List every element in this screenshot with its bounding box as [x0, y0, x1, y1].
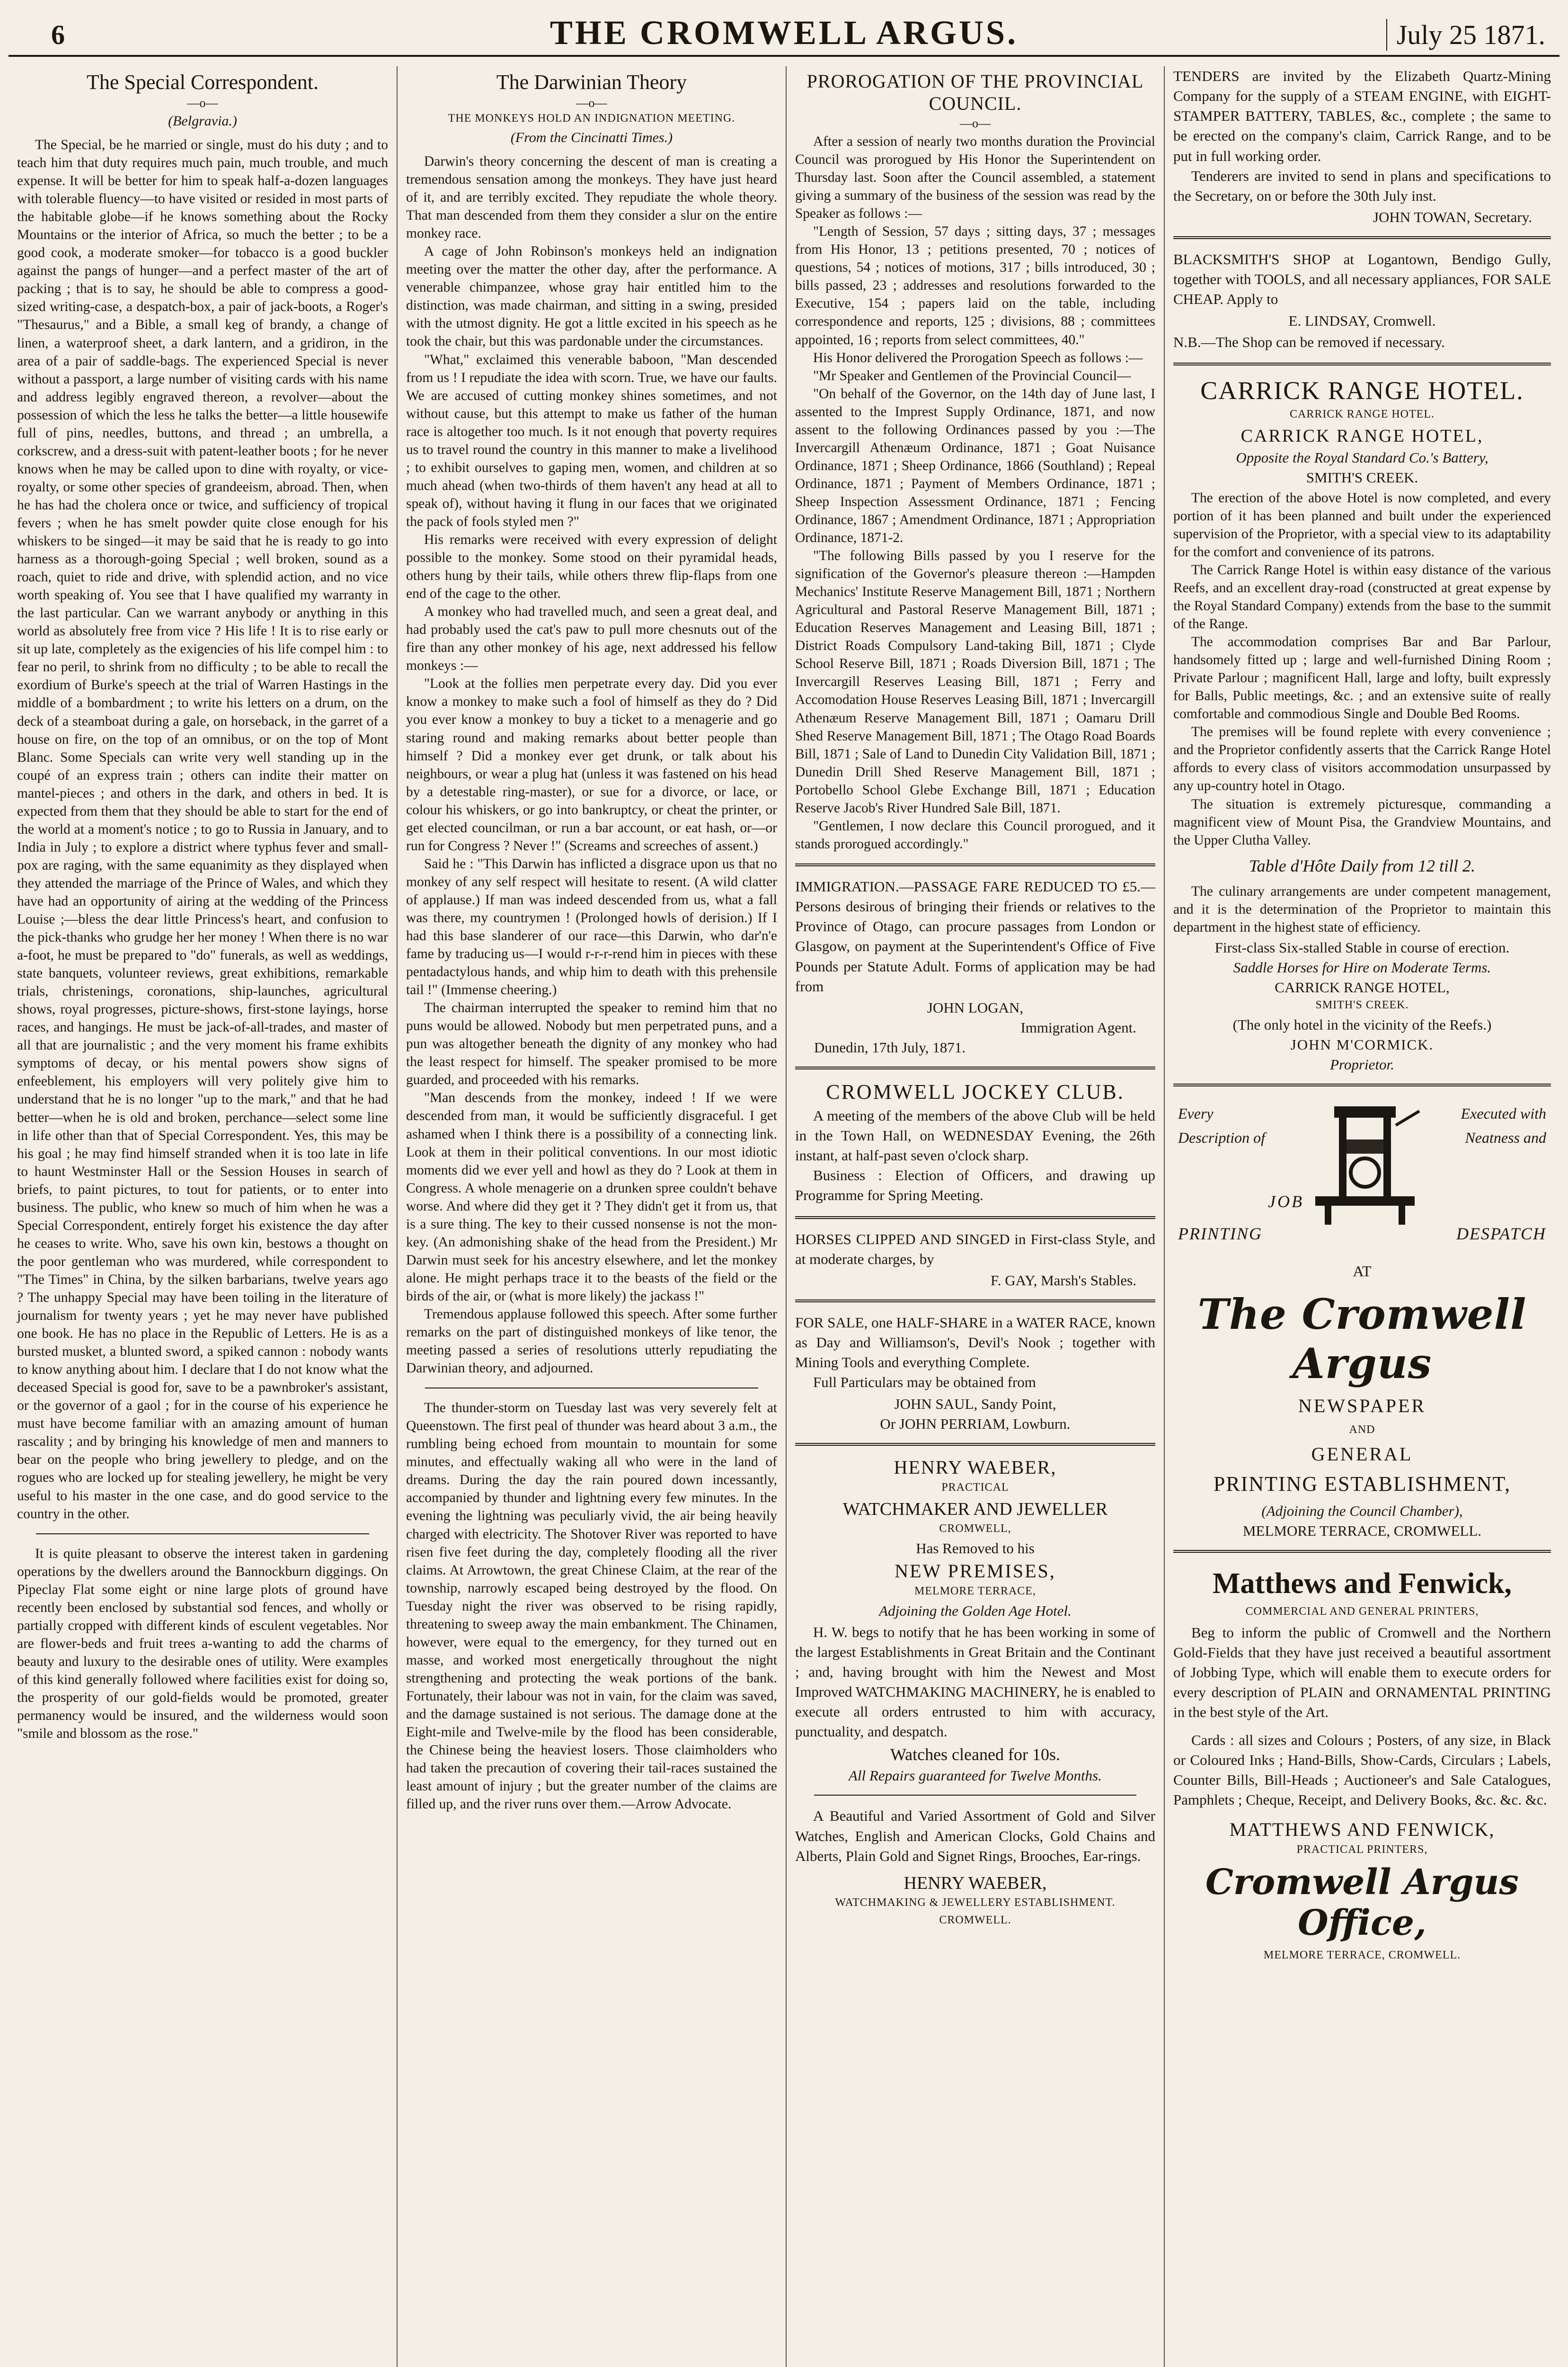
hotel-owner-title: Proprietor. [1330, 1056, 1394, 1073]
matthews-sub: COMMERCIAL AND GENERAL PRINTERS, [1245, 1605, 1479, 1618]
divider: —o— [187, 96, 218, 110]
paragraph: "Look at the follies men perpetrate every day. Did you ever know a monkey to make such a fool of himself as they do ? Did you ever know a monkey to buy a ticket to a menagerie and go staring round and making remarks about better people than himself ? Did a monkey ever get drunk, or talk about his neighbours, or wear a plug hat (unless it was fastened on his head by a detestable ring-master), or sue for a divorce, or lace, or colour his whiskers, or go into bankruptcy, or cheat the printer, or get elected councilman, or run a bar account, or eat hash, or—or run for Congress ? Never !" (Screams and screeches of assent.) [406, 676, 777, 854]
printing-ad [1173, 1097, 1551, 1539]
divider-rule [795, 1216, 1155, 1219]
paragraph: Tremendous applause followed this speech. After some further remarks on the part of distinguished monkeys of like tenor, the meeting passed a series of resolutions utterly repudiating the Darwinian theory, and adjourned. [406, 1307, 777, 1376]
article-heading: PROROGATION OF THE PROVINCIAL COUNCIL. [806, 71, 1144, 114]
ad-signer: F. GAY, Marsh's Stables. [991, 1272, 1136, 1289]
divider-rule [795, 863, 1155, 866]
jockey-club-ad [795, 1080, 1155, 1206]
ad-note: N.B.—The Shop can be removed if necessary. [1173, 333, 1445, 350]
watchmaker-ad [795, 1456, 1155, 1927]
ad-trade: WATCHMAKER AND JEWELLER [842, 1499, 1108, 1519]
paragraph: The accommodation comprises Bar and Bar Parlour, handsomely fitted up ; large and well-furnished Dining Room ; Private Parlour ; magnificent Hall, large and lofty, built expressly for Balls, Public meetings, &c. ; and an extensive suite of really comfortable and commodious Single and Double Bed Rooms. [1173, 634, 1551, 722]
paragraph: "The following Bills passed by you I reserve for the signification of the Governor's pleasure thereon :—Hampden Mechanics' Institute Reserve Management Bill, 1871 ; Northern Agricultural and Pastoral Reserve Management Bill, 1871 ; Education Reserves Management and Leasing Bill, 1871 ; District Roads Compulsory Land-taking Bill, 1871 ; Clyde School Reserve Bill, 1871 ; Roads Diversion Bill, 1871 ; The Invercargill Reserves Leasing Bill, 1871 ; Ferry and Accomodation House Reserves Leasing Bill, 1871 ; Invercargill Athenæum Reserve Management Bill, 1871 ; Oamaru Drill Shed Reserve Management Bill, 1871 ; The Otago Road Boards Bill, 1871 ; Sale of Land to Dunedin City Validation Bill, 1871 ; Dunedin Drill Shed Reserve Management Bill, 1871 ; Portobello School Glebe Exchange Bill, 1871 ; Education Reserve Jacob's River Hundred Sale Bill, 1871. [795, 548, 1155, 816]
hotel-table-dhote: Table d'Hôte Daily from 12 till 2. [1249, 856, 1476, 875]
divider: —o— [960, 116, 991, 130]
ad-body: —Persons desirous of bringing their friends or relatives to the Province of Otago, can procure passages from London or Glasgow, on payment at the Superintendent's Office of Five Pounds per Statute Adult. Forms of application may be had from [795, 878, 1155, 995]
issue-date: July 25 1871. [1386, 19, 1545, 51]
ad-signer: Or JOHN PERRIAM, Lowburn. [880, 1415, 1071, 1432]
paragraph: "On behalf of the Governor, on the 14th day of June last, I assented to the Imprest Supply Ordinance, 1871, and now assent to the following Ordinances passed by you :—The Invercargill Athenæum Ordinance, 1871 ; Goat Nuisance Ordinance, 1871 ; Sheep Ordinance, 1866 (Southland) ; Repeal Ordinance, 1871 ; Payment of Members Ordinance, 1871 ; Sheep Inspection Assessment Ordinance, 1871 ; Fencing Ordinance, 1867 ; Amendment Ordinance, 1871 ; Appropriation Ordinance, 1871-2. [795, 386, 1155, 546]
divider-rule [814, 1795, 1136, 1796]
hotel-small: CARRICK RANGE HOTEL. [1290, 408, 1435, 420]
ad-title: CROMWELL JOCKEY CLUB. [826, 1080, 1125, 1103]
paragraph: Said he : "This Darwin has inflicted a disgrace upon us that no monkey of any self respect will hesitate to resent. (A wild clatter of applause.) If man was indeed descended from us, what a fall was there, my countrymen ! (Prolonged howls of derision.) If I had this base slanderer of our race—this Darwin, who dar'n'e fame by traducing us—I would r-r-r-rend him in pieces with these pentadactylous hands, and whip him to death with this prehensile tail !" (Immense cheering.) [406, 856, 777, 998]
ad-body: TENDERS are invited by the Elizabeth Quartz-Mining Company for the supply of a STEAM ENGINE, with EIGHT-STAMPER BATTERY, TABLES, &c., complete ; the same to be erected on the company's claim, Carrick Range, and to be put in full working order. [1173, 68, 1551, 164]
divider-rule [1173, 363, 1551, 365]
paragraph: The chairman interrupted the speaker to remind him that no puns would be allowed. Nobody but men perpetrated puns, and a pun was altogether beneath the dignity of any monkey who had the least respect for himself. The speaker promised to be more guarded, and proceeded with his remarks. [406, 1000, 777, 1088]
matthews-office: Cromwell Argus Office, [1205, 1862, 1519, 1944]
printing-and: AND [1349, 1423, 1375, 1436]
ad-business: Business : Election of Officers, and drawing up Programme for Spring Meeting. [795, 1167, 1155, 1204]
divider-rule [795, 1067, 1155, 1069]
divider: —o— [576, 96, 607, 110]
paragraph: The erection of the above Hotel is now completed, and every portion of it has been planned and built under the experienced supervision of the Proprietor, with a special view to its adaptability for the comfort and convenience of its patrons. [1173, 490, 1551, 560]
paragraph: The Special, be he married or single, must do his duty ; and to teach him that duty requires much pain, much trouble, and much expense. It will be better for him to speak half-a-dozen languages with tolerable fluency—to have visited or resided in most parts of the habitable globe—if he knows something about the Rocky Mountains or the interior of Africa, so much the better ; to be a good cook, a moderate smoker—for tobacco is a good buckler against the pangs of hunger—and a perfect master of the art of packing ; that is to say, he should be able to compress a good-sized writing-case, a despatch-box, a pair of jack-boots, a Roger's "Thesaurus," and a Bible, a small keg of brandy, a change of linen, a waterproof sheet, a dark lantern, and a gridiron, in the area of a pair of saddle-bags. The experienced Special is never without a passport, a large number of visiting cards with his name and address legibly engraved thereon, a revolver—about the possession of which the less he talks the better—a little housewife full of pins, needles, buttons, and thread ; an umbrella, a corkscrew, and a dress-suit with patent-leather boots ; for he never knows when he may be called upon to dine with royalty, or vice-royalty, or some other species of grandeeism, abroad. Then, when he has had the cholera once or twice, and sufficiency of tropical fevers ; when he has smelt powder quite close enough for his whiskers to be singed—it may be said that he is ready to go into harness as a thorough-going Special ; well broken, sound as a roach, quiet to ride and drive, with splendid action, and no vice worth speaking of. You see that I have qualified my warranty in the last particular. Can we warrant anybody or anything in this world as absolutely free from vice ? His life ! It is to rise early or sit up late, completely as the exigencies of his life compel him : to fear no peril, to shrink from no difficulty ; to be able to recall the exordium of Burke's speech at the trial of Warren Hastings in the middle of a bombardment ; to write his letters on a drum, on the deck of a steamboat during a gale, on horseback, in the garret of a house on fire, on the top of an omnibus, or on the top of Mont Blanc. Some Specials can write very well standing up in the coupé of an express train ; others can indite their matter on mantel-pieces ; and others in the dark, and others in bed. It is expected from them that they should be able to start for the end of the world at a moment's notice ; to go to Russia in January, and to India in July ; to explore a district where typhus fever and small-pox are raging, with the same equanimity as they displayed when they attended the marriage of the Prince of Wales, and which they have had an opportunity of airing at the wedding of the Princess Louise ;—bless the dear little Princess's heart, and confusion to the pick-thanks who grudge her her money ! When there is no war a-foot, he must be prepared to "do" funerals, as well as weddings, state banquets, volunteer reviews, great exhibitions, remarkable trials, christenings, coronations, ship-launches, agricultural shows, royal progresses, picture-shows, first-stone layings, horse races, and hangings. He must be jack-of-all-trades, and master of all that are journalistic ; and the very moment his frame exhibits symptoms of decay, or his mental powers show signs of enfeeblement, his employers will very politely give him to understand that he is no longer "up to the mark," and that he had better—when he is old and broken, perchance—select some line in life other than that of Special Correspondent. Yes, this may be his goal ; he may find himself stranded when it is too late in life to haunt Westminster Hall or the Session Houses in search of briefs, to paint pictures, to tout for patients, or to enter into business. The public, who knew so much of him when he was a Special Correspondent, entirely forget his existence the day after he ceases to write. Who, save his own kin, bestows a thought on the poor gentleman who was murdered, while correspondent to "The Times" in China, by the silken barbarians, twelve years ago ? The unhappy Special may have been toiling in the literature of journalism for twenty years ; yet he may never have published one book. He has no place in the Republic of Letters. He is as a bursted musket, a blunted sword, a spiked cannon : nobody wants to know anything about him. I declare that I do not know what the deceased Special is good for, save to be a pawnbroker's assistant, or the governor of a gaol ; for in the course of his experience he must have become familiar with an amazing amount of human rascality ; and by bringing his knowledge of men and manners to bear on the people who bring jewellery to pledge, and on the rogues who are locked up for stealing jewellery, he might be very useful to his master in the one case, and do good service to the country in the other. [17, 137, 388, 1522]
ad-body: FOR SALE, one HALF-SHARE in a WATER RACE, known as Day and Williamson's, Devil's Nook ; together with Mining Tools and everything Complete. [795, 1314, 1155, 1371]
matthews-address: MELMORE TERRACE, CROMWELL. [1263, 1949, 1461, 1962]
column-3 [787, 66, 1165, 2367]
horses-ad [795, 1229, 1155, 1289]
printing-adjoining: (Adjoining the Council Chamber), [1261, 1502, 1463, 1519]
masthead [9, 11, 1559, 57]
divider-rule [1173, 1550, 1551, 1553]
ad-body: Tenderers are invited to send in plans and specifications to the Secretary, on or before the 30th July inst. [1173, 167, 1551, 204]
article-source: (Belgravia.) [168, 113, 237, 129]
ad-dateline: Dunedin, 17th July, 1871. [814, 1039, 966, 1056]
printing-general: GENERAL [1311, 1443, 1413, 1465]
ad-name: HENRY WAEBER, [904, 1873, 1047, 1893]
ad-establishment: WATCHMAKING & JEWELLERY ESTABLISHMENT. [835, 1896, 1116, 1909]
divider-rule [1173, 1084, 1551, 1086]
hotel-saddle: Saddle Horses for Hire on Moderate Terms. [1233, 959, 1491, 976]
paragraph: The thunder-storm on Tuesday last was very severely felt at Queenstown. The first peal of thunder was heard about 3 a.m., the rumbling being echoed from mountain to mountain for some minutes, and effectually waking all who were in the land of dreams. During the day the rain poured down incessantly, accompanied by thunder and lightning every few minutes. In the evening the lightning was peculiarly vivid, the air being heavily charged with electricity. The Shotover River was reported to have risen five feet during the day, completely flooding all the river claims. At Arrowtown, the great Chinese Claim, at the rear of the township, narrowly escaped being destroyed by the flood. On Tuesday night the river was observed to be rising rapidly, threatening to sweep away the main embankment. The Chinamen, however, were equal to the emergency, for they turned out en masse, and worked most energetically throughout the night strengthening and protecting the weak portions of the bank. Fortunately, their labour was not in vain, for the claim was saved, and the damage sustained is not serious. The damage done at the Eight-mile and Twelve-mile by the flood has been considerable, the Chinese being the heaviest losers. Those claimholders who had taken the precaution of covering their tail-races sustained the least amount of injury ; but the greater number of the claims are filled up, and the river runs over them.—Arrow Advocate. [406, 1400, 777, 1812]
printing-label: PRINTING [1178, 1224, 1262, 1243]
hotel-creek: SMITH'S CREEK. [1306, 469, 1418, 486]
column-2 [398, 66, 787, 2367]
press-right-text: Executed with Neatness and [1461, 1104, 1546, 1146]
ad-assortment: A Beautiful and Varied Assortment of Gold and Silver Watches, English and American Clocks, Gold Chains and Alberts, Plain Gold and Signet Rings, Brooches, Ear-rings. [795, 1807, 1155, 1864]
paragraph: "What," exclaimed this venerable baboon, "Man descended from us ! I repudiate the idea with scorn. True, we have our faults. We are accused of cutting monkey shines sometimes, and not without cause, but this attempt to make us father of the human race is altogether too much. Is it not enough that poverty requires us to travel round the country in this manner to make a livelihood ; to exhibit ourselves to gaping men, women, and children at so much ahead (when two-thirds of them haven't any head at all to speak of), without having it flung in our faces that we originated the pack of fools styled men ?" [406, 352, 777, 529]
article-heading: The Special Correspondent. [87, 71, 319, 94]
paragraph: The Carrick Range Hotel is within easy distance of the various Reefs, and an excellent dray-road (constructed at great expense by the Royal Standard Company) extends from the base to the summit of the Range. [1173, 562, 1551, 632]
paragraph: Darwin's theory concerning the descent of man is creating a tremendous sensation among the monkeys. They have just heard of it, and are terribly excited. They repudiate the whole theory. That man descended from them they consider a slur on the entire monkey race. [406, 154, 777, 241]
job-label: JOB [1268, 1192, 1304, 1211]
paragraph: "Length of Session, 57 days ; sitting days, 37 ; messages from His Honor, 13 ; petitions presented, 70 ; notices of questions, 54 ; notices of motions, 317 ; bills introduced, 30 ; bills passed, 23 ; addresses and resolutions forwarded to the Executive, 154 ; papers laid on the table, including correspondence and reports, 125 ; divisions, 88 ; committees appointed, 16 ; reports from select committees, 40." [795, 224, 1155, 347]
hotel-stable: First-class Six-stalled Stable in course of erection. [1214, 939, 1510, 956]
ad-removed: Has Removed to his [916, 1539, 1035, 1557]
ad-body: A meeting of the members of the above Club will be held in the Town Hall, on WEDNESDAY Evening, the 26th instant, at half-past seven o'clock sharp. [795, 1107, 1155, 1164]
press-left-text: Every Description of [1178, 1104, 1265, 1146]
ad-terrace: MELMORE TERRACE, [914, 1584, 1036, 1597]
matthews-cards: Cards : all sizes and Colours ; Posters, of any size, in Black or Coloured Inks ; Hand-Bills, Show-Cards, Circulars ; Labels, Counter Bills, Bill-Heads ; Auctioneer's and Sale Catalogues, Pamphlets ; Cheque, Receipt, and Delivery Books, &c. &c. &c. [1173, 1731, 1551, 1808]
paragraph: The culinary arrangements are under competent management, and it is the determination of the Proprietor to maintain this department in the highest state of efficiency. [1173, 883, 1551, 935]
ad-repairs: All Repairs guaranteed for Twelve Months. [849, 1767, 1102, 1784]
paragraph: The premises will be found replete with every convenience ; and the Proprietor confidently asserts that the Carrick Range Hotel affords to every class of visitors accommodation unsurpassed by any up-country hotel in Otago. [1173, 724, 1551, 794]
newspaper-title: THE CROMWELL ARGUS. [549, 14, 1019, 52]
ad-name: HENRY WAEBER, [894, 1456, 1057, 1478]
ad-practical: PRACTICAL [941, 1481, 1009, 1494]
hotel-title: CARRICK RANGE HOTEL. [1200, 376, 1524, 405]
immigration-ad [795, 877, 1155, 1056]
divider-rule [795, 1299, 1155, 1302]
ad-premises: NEW PREMISES, [895, 1560, 1056, 1582]
ad-title: IMMIGRATION.—PASSAGE FARE REDUCED TO £5. [795, 878, 1141, 895]
for-sale-ad [795, 1313, 1155, 1433]
paragraph: "Mr Speaker and Gentlemen of the Provincial Council— [813, 368, 1131, 383]
paragraph: His remarks were received with every expression of delight possible to the monkey. Some stood on their pyramidal heads, others hung by their tails, while others threw flip-flaps from one end of the cage to the other. [406, 532, 777, 602]
ad-body: HORSES CLIPPED AND SINGED in First-class Style, and at moderate charges, by [795, 1230, 1155, 1267]
ad-cleaned: Watches cleaned for 10s. [890, 1745, 1060, 1764]
ad-signer: E. LINDSAY, Cromwell. [1288, 312, 1436, 329]
divider-rule [795, 1443, 1155, 1446]
ad-signer-title: Immigration Agent. [1020, 1019, 1136, 1036]
article-subheading: THE MONKEYS HOLD AN INDIGNATION MEETING. [448, 112, 735, 125]
ad-body: BLACKSMITH'S SHOP at Logantown, Bendigo Gully, together with TOOLS, and all necessary appliances, FOR SALE CHEAP. Apply to [1173, 251, 1551, 308]
ad-signer: JOHN SAUL, Sandy Point, [894, 1395, 1056, 1412]
hotel-opposite: Opposite the Royal Standard Co.'s Battery, [1236, 449, 1488, 466]
hotel-owner: JOHN M'CORMICK. [1290, 1036, 1434, 1053]
paragraph: "Gentlemen, I now declare this Council prorogued, and it stands prorogued accordingly." [795, 818, 1155, 852]
paragraph: A cage of John Robinson's monkeys held an indignation meeting over the matter the other day, after the performance. A venerable chimpanzee, whose gray hair entitled him to the distinction, was made chairman, and sitting in a swing, presided with the utmost dignity. He got a little excited in his speech as he took the chair, but this was pardonable under the circumstances. [406, 244, 777, 349]
columns [9, 66, 1559, 2367]
hotel-only: (The only hotel in the vicinity of the Reefs.) [1232, 1016, 1492, 1033]
ad-signer: JOHN TOWAN, Secretary. [1373, 209, 1532, 226]
hotel-creek-2: SMITH'S CREEK. [1315, 998, 1409, 1011]
paragraph: "Man descends from the monkey, indeed ! If we were descended from man, it would be sufficiently disgraceful. I get ashamed when I think there is a possibility of a connecting link. Look at them in their political conventions. In our most idiotic moments did we ever yell and howl as they do ? Look at them in Congress. A whole menagerie on a drunken spree couldn't behave worse. And where did they get it ? They didn't get it from us, that is a sure thing. The key to their cussed nonsense is not the mon-key. (An admonishing shake of the head from the President.) Mr Darwin must seek for his ancestry elsewhere, and let the monkey alone. He might perhaps trace it to the beasts of the field or the birds of the air, or (what is more likely) the jackass !" [406, 1090, 777, 1304]
blacksmith-ad [1173, 249, 1551, 352]
matthews-body: Beg to inform the public of Cromwell and the Northern Gold-Fields that they have just received a beautiful assortment of Jobbing Type, which will enable them to execute orders for every description of PLAIN and ORNAMENTAL PRINTING in the best style of the Art. [1173, 1624, 1551, 1721]
printing-newspaper: NEWSPAPER [1298, 1395, 1426, 1416]
column-1 [9, 66, 398, 2367]
paragraph: It is quite pleasant to observe the interest taken in gardening operations by the dwellers around the Bannockburn diggings. On Pipeclay Flat some eight or nine large plots of ground have recently been enclosed by substantial sod fences, and wholly or partially cropped with different kinds of esculent vegetables. Nor are flower-beds and fruit trees a-wanting to add the charms of beauty and luxury to the desirable ones of utility. Were examples of this kind generally followed where facilities exist for doing so, the prosperity of our gold-fields would be promoted, greater permanency would be insured, and the wilderness would soon "smile and blossom as the rose." [17, 1546, 388, 1742]
ad-adjoining: Adjoining the Golden Age Hotel. [879, 1602, 1072, 1619]
tenders-ad [1173, 66, 1551, 226]
article-body [17, 136, 388, 1523]
printing-terrace: MELMORE TERRACE, CROMWELL. [1242, 1522, 1482, 1539]
printing-press-block [1173, 1097, 1551, 1253]
page-number: 6 [51, 19, 65, 50]
article-heading: The Darwinian Theory [496, 71, 687, 94]
despatch-label: DESPATCH [1456, 1224, 1546, 1243]
ad-particulars: Full Particulars may be obtained from [813, 1374, 1036, 1391]
matthews-ad [1173, 1567, 1551, 1962]
ad-signer: JOHN LOGAN, [927, 999, 1024, 1016]
paragraph: His Honor delivered the Prorogation Speech as follows :— [813, 350, 1143, 365]
article-source: (From the Cincinatti Times.) [510, 130, 673, 145]
hotel-ad [1173, 376, 1551, 1073]
hotel-title-2: CARRICK RANGE HOTEL, [1240, 426, 1484, 446]
ad-town: CROMWELL, [939, 1522, 1011, 1535]
ad-town: CROMWELL. [939, 1913, 1011, 1926]
printing-establishment: PRINTING ESTABLISHMENT, [1213, 1472, 1511, 1495]
column-4 [1165, 66, 1559, 2367]
paragraph: A monkey who had travelled much, and seen a great deal, and had probably used the cat's paw to pull more chesnuts out of the fire than any other monkey of his age, next addressed his fellow monkeys :— [406, 604, 777, 674]
matthews-practical: PRACTICAL PRINTERS, [1296, 1843, 1428, 1856]
hotel-title-3: CARRICK RANGE HOTEL, [1275, 979, 1450, 996]
ad-body: H. W. begs to notify that he has been working in some of the largest Establishments in Great Britain and the Continant ; and, having brought with him the Newest and Most Improved WATCHMAKING MACHINERY, he is enabled to execute all orders entrusted to him with accuracy, punctuality, and despatch. [795, 1623, 1155, 1740]
argus-gothic-title: The Cromwell Argus [1197, 1289, 1527, 1388]
paragraph: After a session of nearly two months duration the Provincial Council was prorogued by His Honor the Superintendent on Thursday last. Soon after the Council assembled, a statement giving a summary of the business of the session was read by the Speaker as follows :— [795, 134, 1155, 222]
divider-rule [1173, 236, 1551, 239]
printing-at: AT [1353, 1262, 1372, 1280]
paragraph: The situation is extremely picturesque, commanding a magnificent view of Mount Pisa, the Grandview Mountains, and the Upper Clutha Valley. [1173, 796, 1551, 848]
matthews-title: Matthews and Fenwick, [1212, 1567, 1512, 1600]
printing-press-icon [1301, 1097, 1429, 1248]
matthews-name: MATTHEWS AND FENWICK, [1229, 1819, 1495, 1841]
divider-rule [36, 1533, 369, 1534]
